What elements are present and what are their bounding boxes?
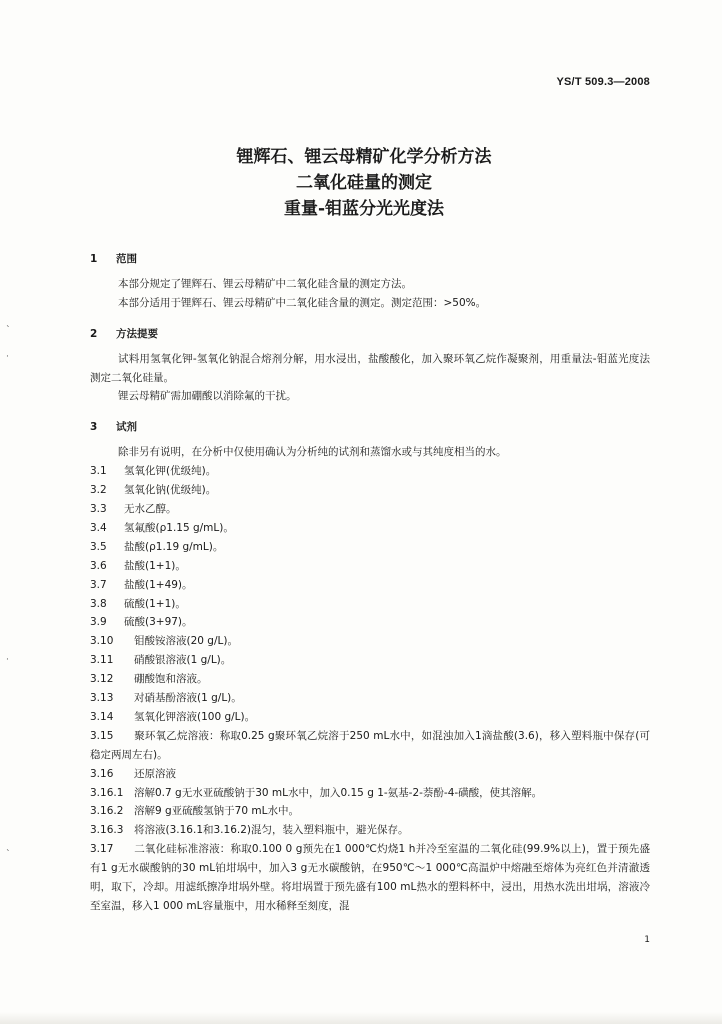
item-number: 3.15 [90,729,114,742]
list-item [90,595,650,614]
list-item [90,765,650,784]
list-item [90,500,650,519]
title-line-1: 锂辉石、锂云母精矿化学分析方法 [236,147,492,167]
item-text: 盐酸(ρ1.19 g/mL)。 [124,540,224,553]
list-item [90,557,650,576]
item-number: 3.17 [90,843,114,856]
section-title: 范围 [116,253,137,265]
list-item [90,784,650,803]
item-text: 还原溶液 [134,767,176,780]
item-number: 3.8 [90,597,107,610]
reagent-list [90,462,650,916]
paragraph: 本部分规定了锂辉石、锂云母精矿中二氧化硅含量的测定方法。 [118,277,412,290]
title-line-2: 二氧化硅量的测定 [296,173,432,193]
list-item [90,670,650,689]
item-text: 硫酸(1+1)。 [124,597,186,610]
item-number: 3.13 [90,692,114,705]
item-text: 盐酸(1+49)。 [124,578,193,591]
item-text: 硼酸饱和溶液。 [134,673,208,686]
item-text: 氢氧化钠(优级纯)。 [124,484,217,497]
item-number: 3.14 [90,710,114,723]
item-number: 3.12 [90,673,114,686]
paragraph: 锂云母精矿需加硼酸以消除氟的干扰。 [118,390,297,403]
item-number: 3.5 [90,540,107,553]
page-number: 1 [644,935,650,945]
list-item [90,576,650,595]
item-text: 溶解9 g亚硫酸氢钠于70 mL水中。 [134,805,299,818]
item-text: 氢氧化钾溶液(100 g/L)。 [134,710,256,723]
item-number: 3.16.1 [90,786,124,799]
list-item [90,840,650,916]
list-item [90,708,650,727]
list-item [90,632,650,651]
section-title: 方法提要 [116,327,158,340]
item-number: 3.16 [90,767,114,780]
list-item [90,613,650,632]
item-text: 无水乙醇。 [124,502,177,515]
paragraph: 除非另有说明，在分析中仅使用确认为分析纯的试剂和蒸馏水或与其纯度相当的水。 [118,446,507,459]
item-number: 3.10 [90,635,114,648]
section-heading-scope [90,250,650,269]
item-number: 3.2 [90,484,107,497]
item-text: 氢氧化钾(优级纯)。 [124,465,217,478]
item-number: 3.4 [90,521,107,534]
item-text: 聚环氧乙烷溶液：称取0.25 g聚环氧乙烷溶于250 mL水中，如混浊加入1滴盐酸(3.6)，移入塑料瓶中保存(可稳定两周左右)。 [90,729,650,761]
scan-speck: ˎ [6,842,11,852]
item-text: 硝酸银溶液(1 g/L)。 [134,654,232,667]
item-text: 二氧化硅标准溶液：称取0.100 0 g预先在1 000℃灼烧1 h并冷至室温的二氧化硅(99.9%以上)，置于预先盛有1 g无水碳酸钠的30 mL铂坩埚中，加入3 g无水碳酸钠，在950℃～1 000℃高温炉中熔融至熔体为亮红色并清澈透明，取下，冷却。用滤纸擦净坩埚外壁。将坩埚置于预先盛有100 mL热水的塑料杯中，浸出，用热水洗出坩埚，溶液冷至室温，移入1 000 mL容量瓶中，用水稀释至刻度，混 [90,843,650,912]
standard-code: YS/T 509.3—2008 [556,76,650,88]
item-number: 3.6 [90,559,107,572]
item-number: 3.1 [90,465,107,478]
item-number: 3.16.2 [90,805,124,818]
section-number: 1 [90,253,98,265]
item-text: 硫酸(3+97)。 [124,616,193,629]
item-text: 盐酸(1+1)。 [124,559,186,572]
list-item [90,651,650,670]
list-item [90,727,650,765]
item-number: 3.11 [90,654,114,667]
scan-speck: · [6,655,9,665]
list-item [90,462,650,481]
paragraph: 试料用氢氧化钾-氢氧化钠混合熔剂分解，用水浸出，盐酸酸化，加入聚环氧乙烷作凝聚剂，用重量法-钼蓝光度法测定二氧化硅量。 [90,352,650,384]
document-body [90,250,650,916]
item-text: 溶解0.7 g无水亚硫酸钠于30 mL水中，加入0.15 g 1-氨基-2-萘酚-4-磺酸，使其溶解。 [134,786,543,799]
section-number: 3 [90,421,98,434]
section-heading-method [90,325,650,344]
scan-speck: · [6,352,9,362]
title-line-3: 重量-钼蓝分光光度法 [283,199,445,219]
list-item [90,519,650,538]
scan-speck: ˎ [6,318,11,328]
page-bottom-edge [0,1012,722,1024]
paragraph: 本部分适用于锂辉石、锂云母精矿中二氧化硅含量的测定。测定范围：>50%。 [118,296,487,309]
item-text: 对硝基酚溶液(1 g/L)。 [134,692,242,705]
item-number: 3.3 [90,502,107,515]
item-number: 3.7 [90,578,107,591]
section-heading-reagents [90,418,650,437]
item-text: 将溶液(3.16.1和3.16.2)混匀，装入塑料瓶中，避光保存。 [134,824,409,837]
item-number: 3.16.3 [90,824,124,837]
list-item [90,821,650,840]
item-text: 氢氟酸(ρ1.15 g/mL)。 [124,521,234,534]
section-title: 试剂 [116,421,137,434]
list-item [90,689,650,708]
item-text: 钼酸铵溶液(20 g/L)。 [134,635,238,648]
section-number: 2 [90,327,98,340]
document-title [90,144,638,222]
list-item [90,538,650,557]
list-item [90,802,650,821]
list-item [90,481,650,500]
item-number: 3.9 [90,616,107,629]
